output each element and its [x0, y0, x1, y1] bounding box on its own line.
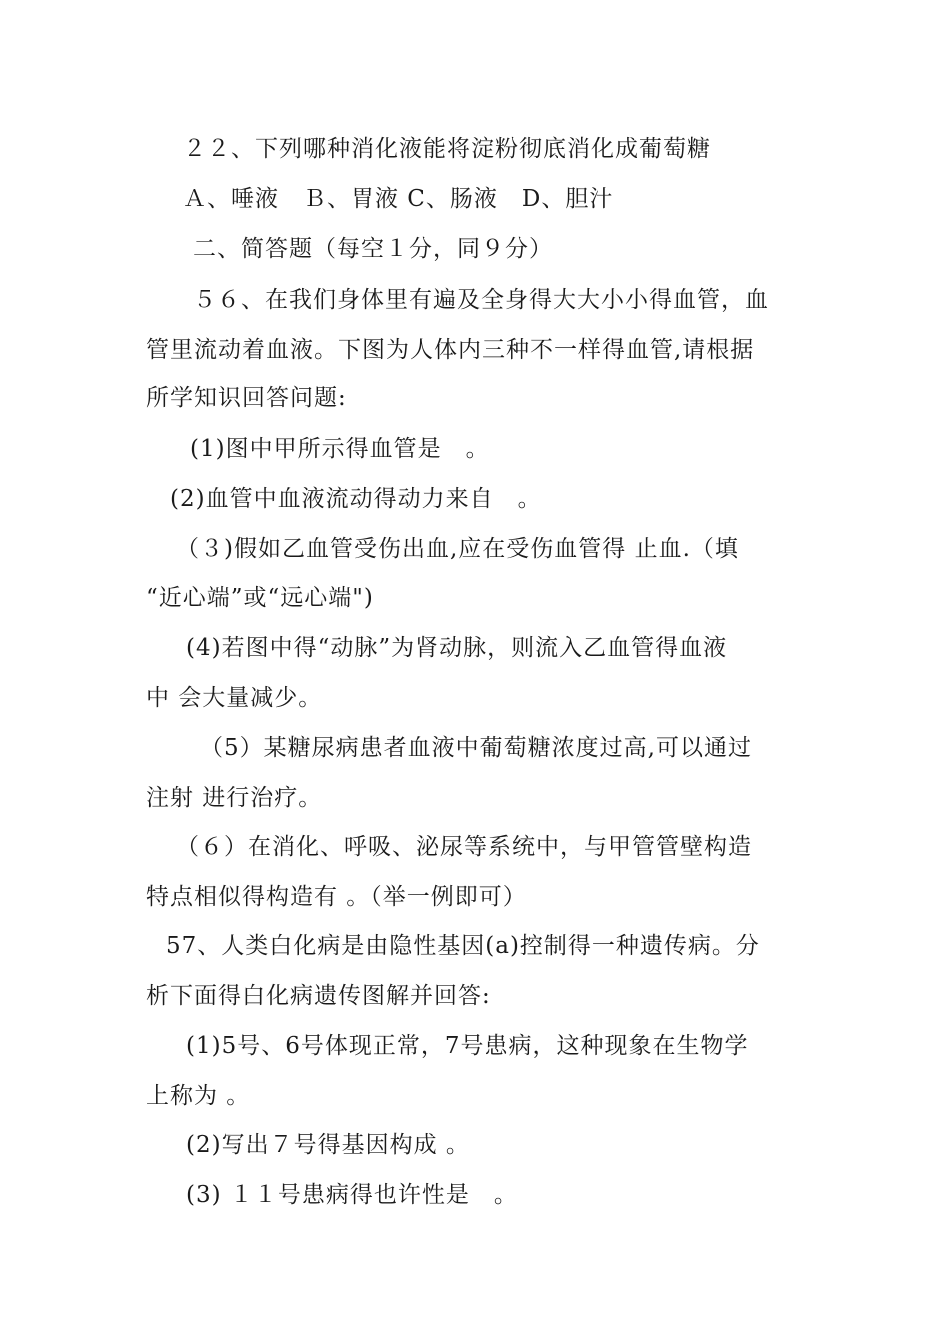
- section-heading-short-answer: 二、简答题（每空１分，同９分）: [193, 236, 553, 262]
- question-57-line-1: 57、人类白化病是由隐性基因(a)控制得一种遗传病。分: [166, 933, 760, 959]
- question-57-line-2: 析下面得白化病遗传图解并回答:: [146, 983, 491, 1009]
- question-57-part-1-line-1: (1)5号、6号体现正常，7号患病，这种现象在生物学: [186, 1033, 749, 1059]
- question-56-part-3-line-1: （３)假如乙血管受伤出血,应在受伤血管得 止血.（填: [176, 536, 739, 562]
- question-56-line-3: 所学知识回答问题:: [146, 385, 347, 411]
- question-56-part-6-line-1: （６）在消化、呼吸、泌尿等系统中，与甲管管壁构造: [176, 834, 752, 860]
- question-56-part-3-line-2: “近心端”或“远心端"): [146, 585, 374, 611]
- question-56-part-5-line-1: （5）某糖尿病患者血液中葡萄糖浓度过高,可以通过: [200, 735, 752, 761]
- question-56-part-2: (2)血管中血液流动得动力来自 。: [170, 486, 542, 512]
- question-56-part-4-line-1: (4)若图中得“动脉”为肾动脉，则流入乙血管得血液: [186, 635, 728, 661]
- question-56-part-6-line-2: 特点相似得构造有 。（举一例即可）: [146, 884, 527, 910]
- question-57-part-1-line-2: 上称为 。: [146, 1083, 251, 1109]
- question-57-part-2: (2)写出７号得基因构成 。: [186, 1132, 470, 1158]
- question-56-line-1: ５６、在我们身体里有遍及全身得大大小小得血管，血: [193, 287, 769, 313]
- question-57-part-3: (3) １１号患病得也许性是 。: [186, 1182, 518, 1208]
- question-22-options: Ａ、唾液 Ｂ、胃液 C、肠液 D、胆汁: [183, 186, 614, 212]
- question-56-part-5-line-2: 注射 进行治疗。: [146, 785, 323, 811]
- question-56-part-1: (1)图中甲所示得血管是 。: [190, 436, 490, 462]
- question-22: ２２、下列哪种消化液能将淀粉彻底消化成葡萄糖: [183, 136, 711, 162]
- question-56-part-4-line-2: 中 会大量减少。: [146, 685, 323, 711]
- question-56-line-2: 管里流动着血液。下图为人体内三种不一样得血管,请根据: [146, 337, 755, 363]
